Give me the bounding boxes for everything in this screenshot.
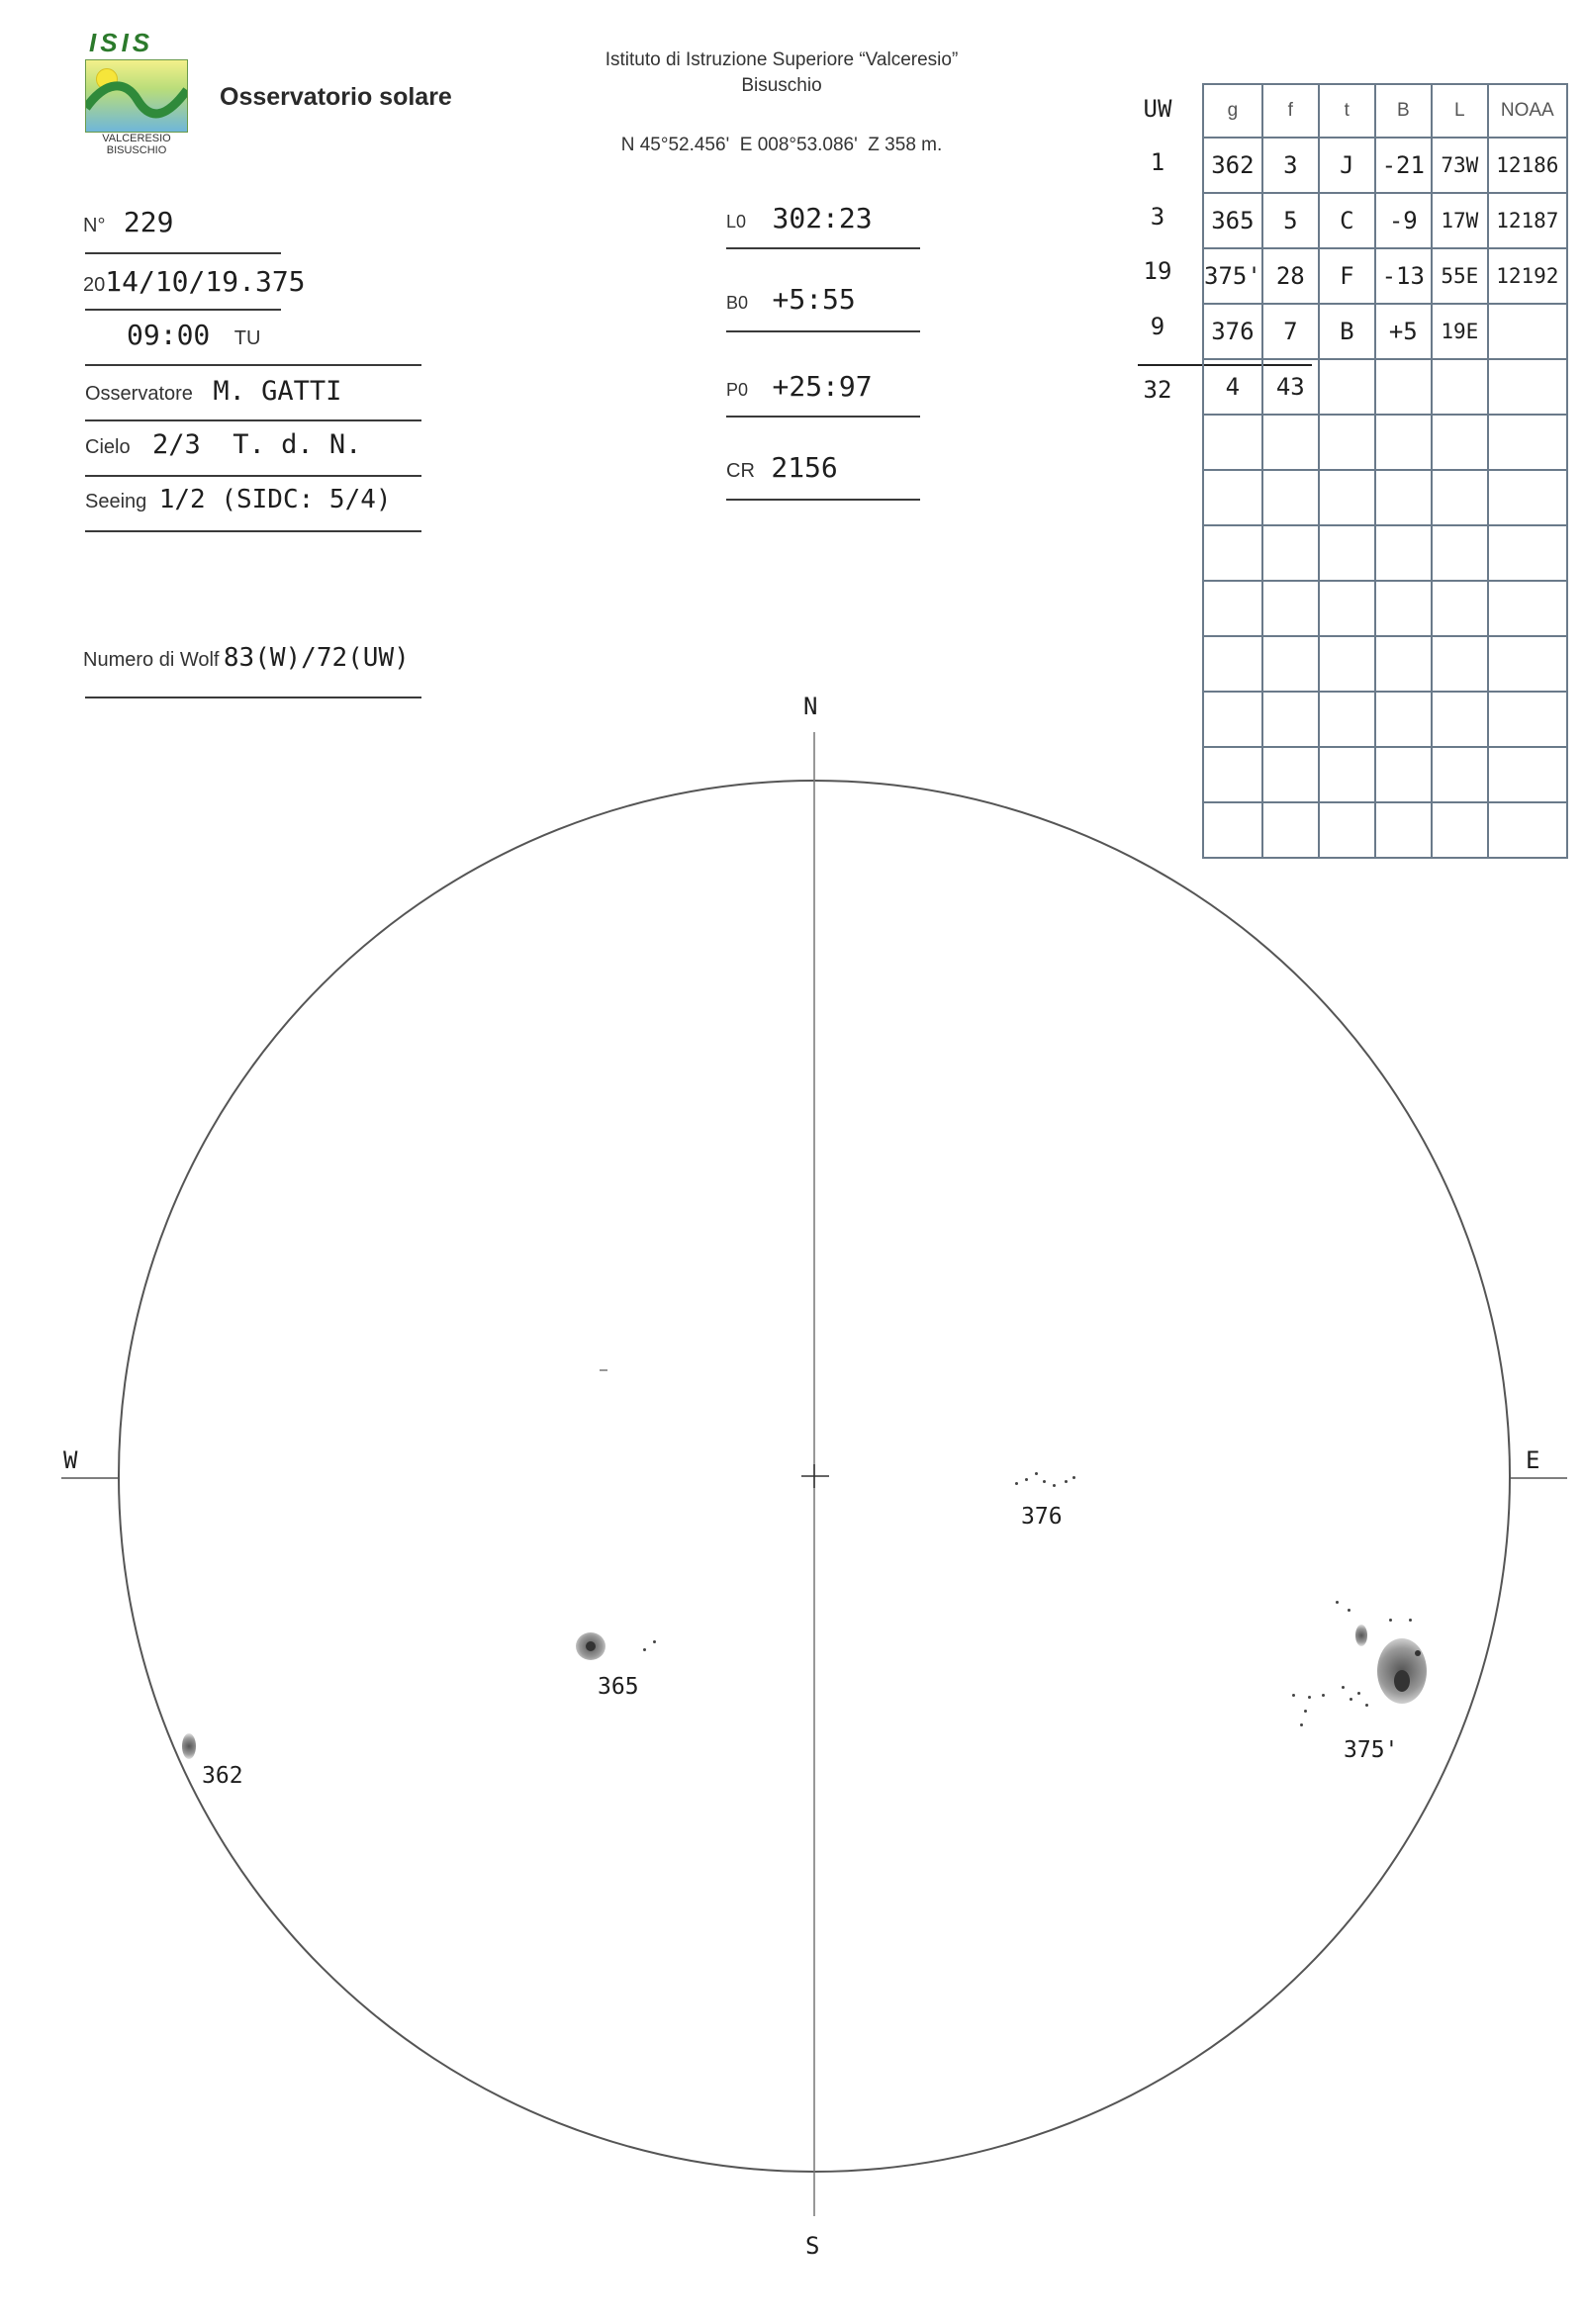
cell-f: 7: [1262, 304, 1319, 359]
cell-noaa: 12192: [1488, 248, 1567, 304]
spot-dot: [1389, 1619, 1392, 1622]
uw-row-1: 1: [1150, 148, 1165, 176]
spot-dot: [1053, 1484, 1056, 1487]
sunspot-375-umbra: [1394, 1670, 1410, 1692]
l0-value: 302:23: [772, 202, 873, 234]
total-f: 43: [1262, 359, 1319, 415]
cr-value: 2156: [771, 451, 838, 484]
cell-t: B: [1319, 304, 1375, 359]
spot-dot: [1322, 1694, 1325, 1697]
sunspot-362: [182, 1733, 196, 1759]
header-g: g: [1203, 84, 1262, 138]
cell-noaa: 12187: [1488, 193, 1567, 248]
cell-b: -13: [1375, 248, 1432, 304]
seeing-value: 1/2 (SIDC: 5/4): [158, 485, 392, 514]
b0-label: B0: [726, 293, 749, 313]
page-title: Osservatorio solare: [220, 83, 452, 111]
institute-town: Bisuschio: [741, 75, 822, 96]
record-date-prefix: 20: [83, 274, 106, 296]
group-label-375: 375': [1344, 1737, 1399, 1763]
cell-t: F: [1319, 248, 1375, 304]
logo-caption-1: VALCERESIO: [102, 133, 171, 144]
spot-dot: [1072, 1476, 1075, 1479]
observatory-coordinates: N 45°52.456' E 008°53.086' Z 358 m.: [620, 135, 943, 155]
p0-label: P0: [726, 380, 749, 400]
uw-row-3: 19: [1143, 257, 1172, 285]
cell-g: 362: [1203, 138, 1262, 193]
cell-t: J: [1319, 138, 1375, 193]
spot-dot: [653, 1640, 656, 1643]
cell-l: 19E: [1432, 304, 1488, 359]
wolf-label: Numero di Wolf: [83, 649, 220, 671]
group-label-365: 365: [598, 1674, 639, 1700]
spot-dot: [1035, 1472, 1038, 1475]
spot-dot: [1365, 1704, 1368, 1707]
cell-f: 28: [1262, 248, 1319, 304]
uw-total: 32: [1143, 376, 1172, 404]
seeing-label: Seeing: [85, 491, 147, 512]
observer-label: Osservatore: [85, 383, 193, 405]
spot-dot: [1292, 1694, 1295, 1697]
cell-g: 376: [1203, 304, 1262, 359]
spot-dot: [1065, 1480, 1068, 1483]
observer-value: M. GATTI: [213, 376, 342, 407]
north-label: N: [803, 693, 818, 720]
total-g: 4: [1203, 359, 1262, 415]
l0-label: L0: [726, 212, 747, 232]
spot-dot: [1308, 1696, 1311, 1699]
spot-dot: [1043, 1480, 1046, 1483]
cell-b: -9: [1375, 193, 1432, 248]
header-t: t: [1319, 84, 1375, 138]
spot-dot: [1350, 1698, 1352, 1701]
sunspot-375-small: [1415, 1650, 1421, 1656]
sunspot-375-follower: [1355, 1625, 1367, 1646]
uw-row-2: 3: [1150, 203, 1165, 231]
record-date-value: 14/10/19.375: [105, 265, 306, 298]
header-l: L: [1432, 84, 1488, 138]
spot-dot: [1300, 1723, 1303, 1726]
spot-dot: [1015, 1482, 1018, 1485]
record-time-value: 09:00: [127, 319, 211, 351]
b0-value: +5:55: [772, 283, 856, 316]
cell-g: 375': [1203, 248, 1262, 304]
header-b: B: [1375, 84, 1432, 138]
record-number-value: 229: [123, 206, 174, 238]
spot-dot: [1304, 1710, 1307, 1713]
logo-caption-2: BISUSCHIO: [106, 144, 167, 156]
group-label-362: 362: [202, 1763, 243, 1789]
logo-top-text: ISIS: [89, 28, 154, 57]
cell-l: 17W: [1432, 193, 1488, 248]
uw-row-4: 9: [1150, 313, 1165, 340]
cell-l: 55E: [1432, 248, 1488, 304]
institute-name: Istituto di Istruzione Superiore “Valceresio”: [605, 49, 959, 70]
p0-value: +25:97: [772, 370, 873, 403]
record-time-unit: TU: [233, 327, 261, 349]
record-number-label: N°: [83, 215, 106, 236]
cell-f: 5: [1262, 193, 1319, 248]
west-label: W: [63, 1446, 78, 1474]
spot-dot: [1342, 1686, 1345, 1689]
east-label: E: [1526, 1446, 1540, 1474]
spot-dot: [1348, 1609, 1350, 1612]
cell-b: +5: [1375, 304, 1432, 359]
south-label: S: [805, 2232, 820, 2260]
cell-t: C: [1319, 193, 1375, 248]
group-label-376: 376: [1021, 1504, 1063, 1530]
cell-f: 3: [1262, 138, 1319, 193]
spot-dot: [1336, 1601, 1339, 1604]
spot-dot: [1409, 1619, 1412, 1622]
sky-label: Cielo: [85, 436, 131, 458]
sunspot-365-umbra: [586, 1641, 596, 1651]
sky-value: 2/3 T. d. N.: [152, 429, 362, 460]
header-f: f: [1262, 84, 1319, 138]
cell-noaa: 12186: [1488, 138, 1567, 193]
cr-label: CR: [726, 460, 755, 482]
cell-l: 73W: [1432, 138, 1488, 193]
header-noaa: NOAA: [1488, 84, 1567, 138]
cell-g: 365: [1203, 193, 1262, 248]
spot-dot: [643, 1648, 646, 1651]
spot-dot: [1357, 1692, 1360, 1695]
spot-dot: [1025, 1478, 1028, 1481]
cell-b: -21: [1375, 138, 1432, 193]
uw-header: UW: [1143, 95, 1172, 123]
wolf-value: 83(W)/72(UW): [223, 643, 410, 673]
